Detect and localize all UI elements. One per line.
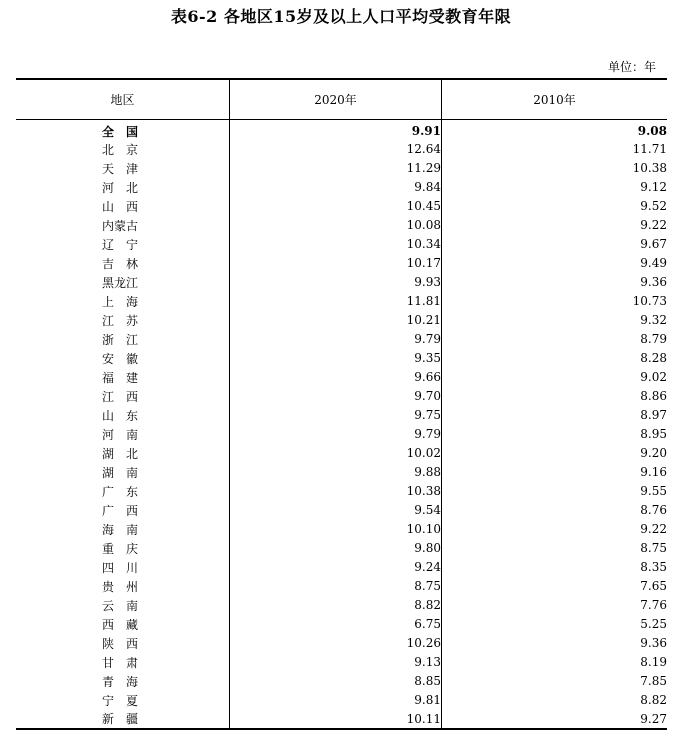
value-2010-cell: 9.55	[442, 482, 668, 501]
region-cell	[16, 577, 230, 596]
region-name: 黑龙江	[102, 275, 139, 290]
table-row	[16, 482, 667, 501]
table-row	[16, 349, 667, 368]
table-row	[16, 710, 667, 729]
value-2010-cell: 9.52	[442, 197, 668, 216]
value-2010-cell: 7.76	[442, 596, 668, 615]
value-2020-cell: 9.54	[230, 501, 442, 520]
region-cell	[16, 710, 230, 729]
region-cell	[16, 119, 230, 140]
value-2010-cell: 11.71	[442, 140, 668, 159]
region-cell	[16, 330, 230, 349]
table-row	[16, 596, 667, 615]
value-2010-cell: 9.67	[442, 235, 668, 254]
value-2020-cell: 8.82	[230, 596, 442, 615]
region-name: 四川	[102, 560, 138, 575]
region-name: 山东	[102, 408, 138, 423]
region-name: 河北	[102, 180, 138, 195]
value-2010-cell: 8.79	[442, 330, 668, 349]
region-name: 广东	[102, 484, 138, 499]
column-header-region: 地区	[16, 79, 230, 119]
region-cell	[16, 596, 230, 615]
table-row	[16, 539, 667, 558]
value-2020-cell: 10.02	[230, 444, 442, 463]
value-2020-cell: 9.79	[230, 425, 442, 444]
value-2010-cell: 10.73	[442, 292, 668, 311]
region-name: 全国	[102, 124, 138, 139]
region-cell	[16, 672, 230, 691]
value-2010-cell: 9.20	[442, 444, 668, 463]
value-2020-cell: 9.75	[230, 406, 442, 425]
region-cell	[16, 691, 230, 710]
value-2020-cell: 9.70	[230, 387, 442, 406]
region-name: 江西	[102, 389, 138, 404]
region-name: 广西	[102, 503, 138, 518]
table-row	[16, 501, 667, 520]
region-cell	[16, 368, 230, 387]
region-name: 上海	[102, 294, 138, 309]
table-row-total	[16, 119, 667, 140]
value-2020-cell: 9.35	[230, 349, 442, 368]
region-cell	[16, 634, 230, 653]
region-name: 宁夏	[102, 693, 138, 708]
table-row	[16, 254, 667, 273]
region-cell	[16, 615, 230, 634]
region-name: 天津	[102, 161, 138, 176]
table-row	[16, 273, 667, 292]
value-2020-cell: 9.80	[230, 539, 442, 558]
region-cell	[16, 444, 230, 463]
value-2020-cell: 10.17	[230, 254, 442, 273]
value-2010-cell: 9.16	[442, 463, 668, 482]
value-2010-cell: 7.65	[442, 577, 668, 596]
region-name: 贵州	[102, 579, 138, 594]
region-name: 江苏	[102, 313, 138, 328]
region-name: 北京	[102, 142, 138, 157]
value-2010-cell: 9.36	[442, 634, 668, 653]
region-name: 山西	[102, 199, 138, 214]
table-row	[16, 672, 667, 691]
region-name: 新疆	[102, 712, 138, 726]
table-title: 表6-2 各地区15岁及以上人口平均受教育年限	[170, 7, 512, 26]
table-row	[16, 691, 667, 710]
table-row	[16, 463, 667, 482]
region-cell	[16, 539, 230, 558]
value-2020-cell: 10.21	[230, 311, 442, 330]
region-cell	[16, 216, 230, 235]
value-2020-cell: 9.13	[230, 653, 442, 672]
region-cell	[16, 311, 230, 330]
region-name: 辽宁	[102, 237, 138, 252]
table-row	[16, 216, 667, 235]
region-cell	[16, 292, 230, 311]
value-2020-cell: 9.79	[230, 330, 442, 349]
region-name: 重庆	[102, 541, 138, 556]
table-body	[16, 119, 667, 729]
region-name: 湖南	[102, 465, 138, 480]
value-2010-cell: 10.38	[442, 159, 668, 178]
value-2020-cell: 9.91	[230, 119, 442, 140]
column-header-2010: 2010年	[442, 79, 668, 119]
value-2010-cell: 8.19	[442, 653, 668, 672]
table-row	[16, 558, 667, 577]
table-row	[16, 634, 667, 653]
table-row	[16, 653, 667, 672]
value-2010-cell: 8.28	[442, 349, 668, 368]
region-name: 陕西	[102, 636, 138, 651]
region-name: 河南	[102, 427, 138, 442]
region-cell	[16, 159, 230, 178]
table-row	[16, 197, 667, 216]
region-cell	[16, 482, 230, 501]
value-2010-cell: 9.02	[442, 368, 668, 387]
value-2010-cell: 9.32	[442, 311, 668, 330]
value-2010-cell: 8.95	[442, 425, 668, 444]
region-name: 云南	[102, 598, 138, 613]
value-2020-cell: 9.93	[230, 273, 442, 292]
region-name: 湖北	[102, 446, 138, 461]
value-2010-cell: 9.22	[442, 520, 668, 539]
value-2010-cell: 9.12	[442, 178, 668, 197]
value-2020-cell: 11.81	[230, 292, 442, 311]
value-2020-cell: 10.38	[230, 482, 442, 501]
value-2010-cell: 9.36	[442, 273, 668, 292]
region-cell	[16, 254, 230, 273]
value-2020-cell: 10.34	[230, 235, 442, 254]
table-row	[16, 425, 667, 444]
region-cell	[16, 558, 230, 577]
table-row	[16, 235, 667, 254]
region-name: 甘肃	[102, 655, 138, 670]
region-cell	[16, 406, 230, 425]
value-2010-cell: 8.82	[442, 691, 668, 710]
region-cell	[16, 178, 230, 197]
table-row	[16, 330, 667, 349]
table-row	[16, 520, 667, 539]
region-name: 内蒙古	[102, 218, 139, 233]
region-cell	[16, 349, 230, 368]
value-2010-cell: 7.85	[442, 672, 668, 691]
region-cell	[16, 197, 230, 216]
value-2020-cell: 10.45	[230, 197, 442, 216]
region-cell	[16, 273, 230, 292]
value-2020-cell: 11.29	[230, 159, 442, 178]
table-row	[16, 159, 667, 178]
table-row	[16, 444, 667, 463]
region-cell	[16, 425, 230, 444]
value-2020-cell: 6.75	[230, 615, 442, 634]
region-name: 青海	[102, 674, 138, 689]
region-cell	[16, 463, 230, 482]
education-years-table	[16, 78, 667, 730]
region-cell	[16, 501, 230, 520]
value-2010-cell: 9.49	[442, 254, 668, 273]
value-2010-cell: 8.35	[442, 558, 668, 577]
region-name: 福建	[102, 370, 138, 385]
table-row	[16, 406, 667, 425]
value-2010-cell: 8.75	[442, 539, 668, 558]
value-2020-cell: 10.10	[230, 520, 442, 539]
region-name: 西藏	[102, 617, 138, 632]
value-2020-cell: 12.64	[230, 140, 442, 159]
value-2010-cell: 8.97	[442, 406, 668, 425]
table-row	[16, 615, 667, 634]
table-row	[16, 178, 667, 197]
value-2010-cell: 9.22	[442, 216, 668, 235]
unit-label: 单位：年	[607, 60, 656, 74]
value-2010-cell: 8.86	[442, 387, 668, 406]
value-2020-cell: 9.66	[230, 368, 442, 387]
region-name: 吉林	[102, 256, 138, 271]
region-cell	[16, 653, 230, 672]
table-row	[16, 368, 667, 387]
region-cell	[16, 235, 230, 254]
value-2020-cell: 9.81	[230, 691, 442, 710]
value-2010-cell: 9.08	[442, 119, 668, 140]
column-header-2020: 2020年	[230, 79, 442, 119]
value-2020-cell: 8.85	[230, 672, 442, 691]
region-name: 安徽	[102, 351, 138, 366]
region-name: 浙江	[102, 332, 138, 347]
value-2020-cell: 9.24	[230, 558, 442, 577]
table-row	[16, 292, 667, 311]
header-row	[16, 79, 667, 119]
region-cell	[16, 520, 230, 539]
value-2010-cell: 5.25	[442, 615, 668, 634]
value-2010-cell: 9.27	[442, 710, 668, 729]
region-cell	[16, 387, 230, 406]
value-2020-cell: 10.08	[230, 216, 442, 235]
region-cell	[16, 140, 230, 159]
table-row	[16, 140, 667, 159]
region-name: 海南	[102, 522, 138, 537]
table-row	[16, 577, 667, 596]
value-2020-cell: 9.88	[230, 463, 442, 482]
value-2020-cell: 9.84	[230, 178, 442, 197]
value-2020-cell: 10.11	[230, 710, 442, 729]
table-row	[16, 311, 667, 330]
value-2020-cell: 8.75	[230, 577, 442, 596]
value-2010-cell: 8.76	[442, 501, 668, 520]
value-2020-cell: 10.26	[230, 634, 442, 653]
table-row	[16, 387, 667, 406]
